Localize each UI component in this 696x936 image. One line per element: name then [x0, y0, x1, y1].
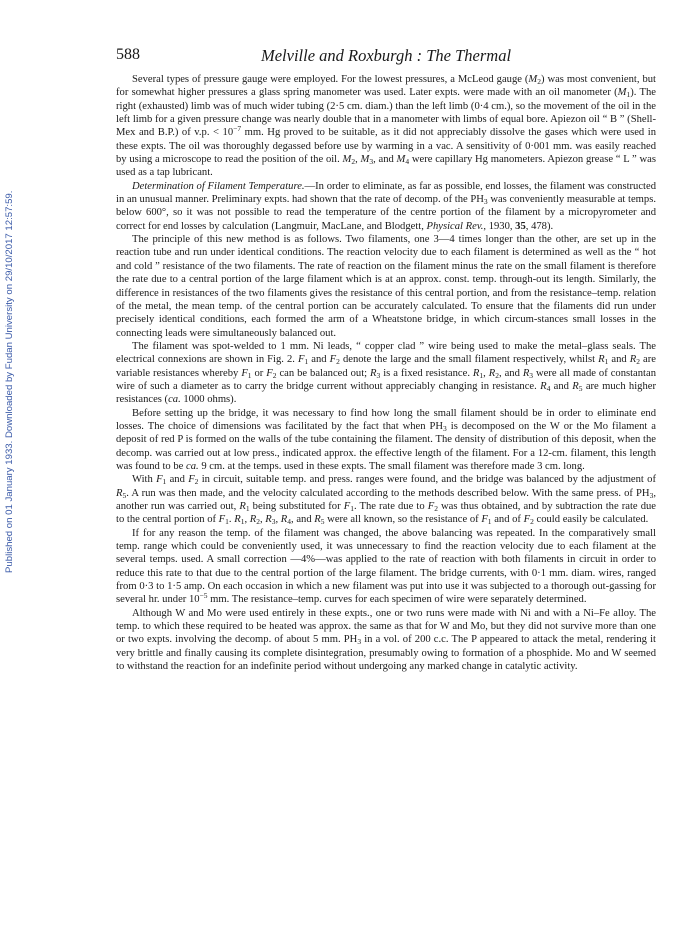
text-run: Determination of Filament Temperature.: [132, 180, 305, 192]
subscript: 1: [626, 90, 631, 100]
text-run: M: [617, 87, 627, 99]
text-run: , and: [373, 154, 397, 166]
text-run: F: [343, 501, 351, 512]
text-run: was thus obtained, and by subtraction the rate due to the central portion of: [116, 501, 656, 526]
text-run: R: [472, 367, 480, 379]
text-run: ,: [355, 154, 361, 166]
text-run: R: [116, 487, 123, 499]
article-body: [116, 73, 656, 673]
text-run: If for any reason the temp. of the filament was changed, the above balancing was repeated. In the comparatively small temp. range which could be conveniently used, it was unnecessary to find the reaction velocity due to each filament at the several temps. used. A small correction —4%—was applied to the rate of reaction with both filaments in circuit in order to reduce this rate to that due to the central portion of the large filament. The bridge currents, with 0·1 mm. diam. wires, ranged from 0·3 to 1·5 amp. On each occasion in which a new filament was put into use it was subjected to a thorough out-gassing for several hr. under 10: [116, 527, 656, 606]
text-run: , another run was carried out,: [116, 487, 656, 512]
subscript: 5: [320, 517, 325, 527]
text-run: ,: [259, 514, 266, 526]
subscript: 2: [537, 77, 541, 86]
paragraph: [116, 407, 656, 474]
text-run: F: [241, 367, 248, 379]
text-run: Several types of pressure gauge were employed. For the lowest pressures, a McLeod gauge (: [132, 74, 529, 85]
text-run: denote the large and the small filament respectively, whilst: [339, 354, 599, 366]
subscript: 2: [434, 504, 438, 513]
text-run: , 1930,: [483, 220, 516, 232]
text-run: R: [540, 380, 547, 392]
subscript: 1: [240, 517, 245, 527]
text-run: .: [228, 514, 235, 526]
text-run: ca.: [186, 460, 199, 472]
text-run: With: [132, 474, 157, 486]
subscript: 2: [336, 357, 340, 367]
text-run: F: [266, 367, 273, 379]
text-run: F: [427, 501, 435, 512]
text-run: 9 cm. at the temps. used in these expts. The small filament was therefore made 3 cm. long.: [198, 460, 585, 472]
text-run: R: [370, 367, 377, 379]
text-run: M: [342, 154, 352, 166]
paragraph: [116, 527, 656, 607]
text-run: —In order to eliminate, as far as possible, end losses, the filament was constructed in an unusual manner. Preliminary expts. had shown that the rate of decomp. of the PH: [116, 180, 656, 206]
text-run: R: [314, 514, 321, 526]
text-run: Physical Rev.: [426, 220, 484, 232]
subscript: 2: [194, 477, 199, 487]
text-run: ) was most convenient, but for somewhat higher pressures a glass spring manometer was used. Later expts. were made with an oil manometer (: [116, 74, 656, 99]
paragraph: [116, 340, 656, 407]
text-run: R: [572, 380, 579, 392]
text-run: Before setting up the bridge, it was necessary to find how long the small filament should be in order to eliminate end losses. The choice of dimensions was facilitated by the fact that when PH: [116, 407, 656, 432]
text-run: , and: [498, 367, 523, 379]
subscript: 4: [405, 157, 410, 167]
subscript: 1: [304, 357, 309, 367]
text-run: being substituted for: [249, 501, 344, 512]
text-run: R: [239, 501, 246, 512]
text-run: were all made of constantan wire of such a diameter as to carry the bridge current without appreciably changing in resistance.: [116, 367, 656, 392]
download-watermark: Published on 01 January 1933. Downloaded by Fudan University on 29/10/2017 12:57:59.: [4, 190, 15, 574]
text-run: ). The right (exhausted) limb was of much wider tubing (2·5 cm. diam.) than the left limb (0·4 cm.), so the movement of the oil in the left limb for a given pressure change was nearly double that in a manometer with limbs of equal bore. Apiezon oil “ B ” (Shell-Mex and B.P.) of v.p. < 10: [116, 87, 656, 139]
text-run: F: [481, 514, 488, 526]
text-run: F: [218, 514, 226, 526]
superscript: −7: [233, 124, 242, 134]
subscript: 3: [529, 370, 534, 380]
text-run: F: [523, 514, 531, 526]
subscript: 1: [604, 357, 609, 367]
subscript: 3: [357, 637, 362, 647]
text-run: M: [528, 74, 538, 85]
page-header: [116, 46, 656, 68]
text-run: R: [522, 367, 530, 379]
subscript: 2: [351, 157, 356, 167]
text-run: ,: [244, 514, 250, 526]
text-run: R: [629, 354, 637, 366]
text-run: R: [488, 367, 496, 379]
text-run: and: [166, 474, 189, 486]
subscript: 1: [479, 370, 484, 380]
subscript: 2: [636, 357, 640, 367]
text-run: R: [265, 514, 272, 526]
text-run: ,: [275, 514, 281, 526]
paragraph: [116, 607, 656, 674]
text-run: mm. The resistance–temp. curves for each specimen of wire were separately determined.: [207, 594, 587, 606]
paragraph: [116, 180, 656, 233]
text-run: were all known, so the resistance of: [324, 514, 482, 526]
subscript: 1: [487, 517, 492, 527]
subscript: 3: [649, 490, 654, 500]
paragraph: [116, 233, 656, 340]
text-run: F: [188, 474, 195, 486]
text-run: . A run was then made, and the velocity calculated according to the methods described below. With the same press. of PH: [126, 487, 650, 499]
text-run: The filament was spot-welded to 1 mm. Ni leads, “ copper clad ” wire being used to make the metal–glass seals. The electrical connexions are shown in Fig. 2.: [116, 340, 656, 366]
text-run: can be balanced out;: [276, 367, 371, 379]
subscript: 2: [272, 370, 277, 380]
text-run: R: [234, 514, 241, 526]
text-run: The principle of this new method is as follows. Two filaments, one 3—4 times longer than the other, are set up in the reaction tube and run under identical conditions. The reaction velocity due to each filament is determined as well as the “ hot and cold ” resistance of the two filaments. The rate of reaction on the filament minus the rate on the small filament is therefore the rate due to a central portion of the large filament which is at an approx. const. temp. through-out its length. Similarly, the difference in resistances of the two filaments gives the resistance of this central portion, and from the resistance–temp. relation of the metal, the mean temp. of the central portion can be accurately calculated. To ensure that the filaments did run under precisely identical conditions, each formed the arm of a Wheatstone bridge, in which circum-stances small losses in the connecting leads were simultaneously balanced out.: [116, 234, 656, 339]
text-run: R: [249, 514, 257, 526]
subscript: 1: [247, 370, 252, 380]
text-run: Although W and Mo were used entirely in these expts., one or two runs were made with Ni and with a Ni–Fe alloy. The temp. to which these required to be heated was approx. the same as that for W and Mo, but they did not survive more than one or two expts. involving the decomp. of about 5 mm. PH: [116, 607, 656, 646]
text-run: and: [608, 354, 630, 366]
subscript: 3: [443, 423, 447, 433]
text-run: were capillary Hg manometers. Apiezon grease “ L ” was used as a tap lubricant.: [116, 154, 656, 179]
subscript: 5: [578, 383, 583, 393]
text-run: F: [156, 474, 163, 486]
text-run: ca.: [168, 394, 181, 406]
text-run: and: [550, 380, 573, 392]
text-run: R: [598, 354, 605, 366]
text-run: , 478).: [525, 220, 554, 232]
text-run: and of: [491, 514, 524, 526]
paragraph: [116, 73, 656, 180]
text-run: or: [251, 367, 267, 379]
text-run: F: [298, 354, 305, 366]
text-run: in circuit, suitable temp. and press. ranges were found, and the bridge was balanced by the adjustment of: [198, 474, 656, 486]
text-run: , and: [291, 514, 315, 526]
text-run: . The rate due to: [353, 501, 428, 512]
text-run: are variable resistances whereby: [116, 354, 656, 379]
text-run: is a fixed resistance.: [380, 367, 473, 379]
subscript: 3: [483, 197, 488, 207]
subscript: 2: [530, 517, 534, 527]
text-run: 1000 ohms).: [180, 394, 237, 406]
subscript: 3: [376, 370, 381, 380]
text-run: and: [308, 354, 330, 366]
page-number: 588: [116, 46, 140, 63]
subscript: 1: [225, 517, 229, 527]
text-run: F: [329, 354, 337, 366]
subscript: 2: [495, 370, 499, 380]
text-run: mm. Hg proved to be suitable, as it did not appreciably dissolve the gases which were used in these expts. The oil was thoroughly degassed before use by warming in a vac. A sensitivity of 0·001 mm. was easily reached by using a microscope to read the position of the oil.: [116, 127, 656, 166]
subscript: 2: [256, 517, 260, 527]
text-run: M: [396, 154, 406, 166]
text-run: could easily be calculated.: [533, 514, 649, 526]
subscript: 1: [350, 504, 354, 513]
subscript: 5: [122, 490, 127, 500]
superscript: −5: [199, 591, 208, 601]
text-run: are much higher resistances (: [116, 380, 656, 406]
subscript: 3: [369, 157, 374, 167]
subscript: 1: [162, 477, 167, 487]
text-run: 35: [515, 220, 526, 232]
text-run: is decomposed on the W or the Mo filament a deposit of red P is formed on the walls of the tube containing the filament. The density of distribution of this deposit, when the decomp. was carried out at low press., indicated approx. the effective length of the filament. For a 12-cm. filament, this length was found to be: [116, 420, 657, 472]
paragraph: [116, 473, 656, 526]
running-title: Melville and Roxburgh : The Thermal: [260, 46, 512, 65]
text-run: M: [360, 154, 370, 166]
subscript: 1: [245, 504, 250, 513]
text-run: ,: [483, 367, 489, 379]
text-run: was conveniently measurable at temps. below 600°, so it was not possible to read the temperature of the centre portion of the filament by a micropyrometer and correct for end losses by calculation (Langmuir, MacLane, and Blodgett,: [116, 194, 656, 232]
subscript: 4: [546, 383, 551, 393]
text-run: in a vol. of 200 c.c. The P appeared to attack the metal, rendering it very brittle and finally causing its complete disintegration, presumably owing to formation of a phosphide. Mo and W seemed to withstand the reaction for an indefinite period without undergoing any marked change in catalytic activity.: [116, 634, 657, 673]
subscript: 4: [287, 517, 292, 527]
text-run: R: [280, 514, 288, 526]
subscript: 3: [271, 517, 276, 527]
